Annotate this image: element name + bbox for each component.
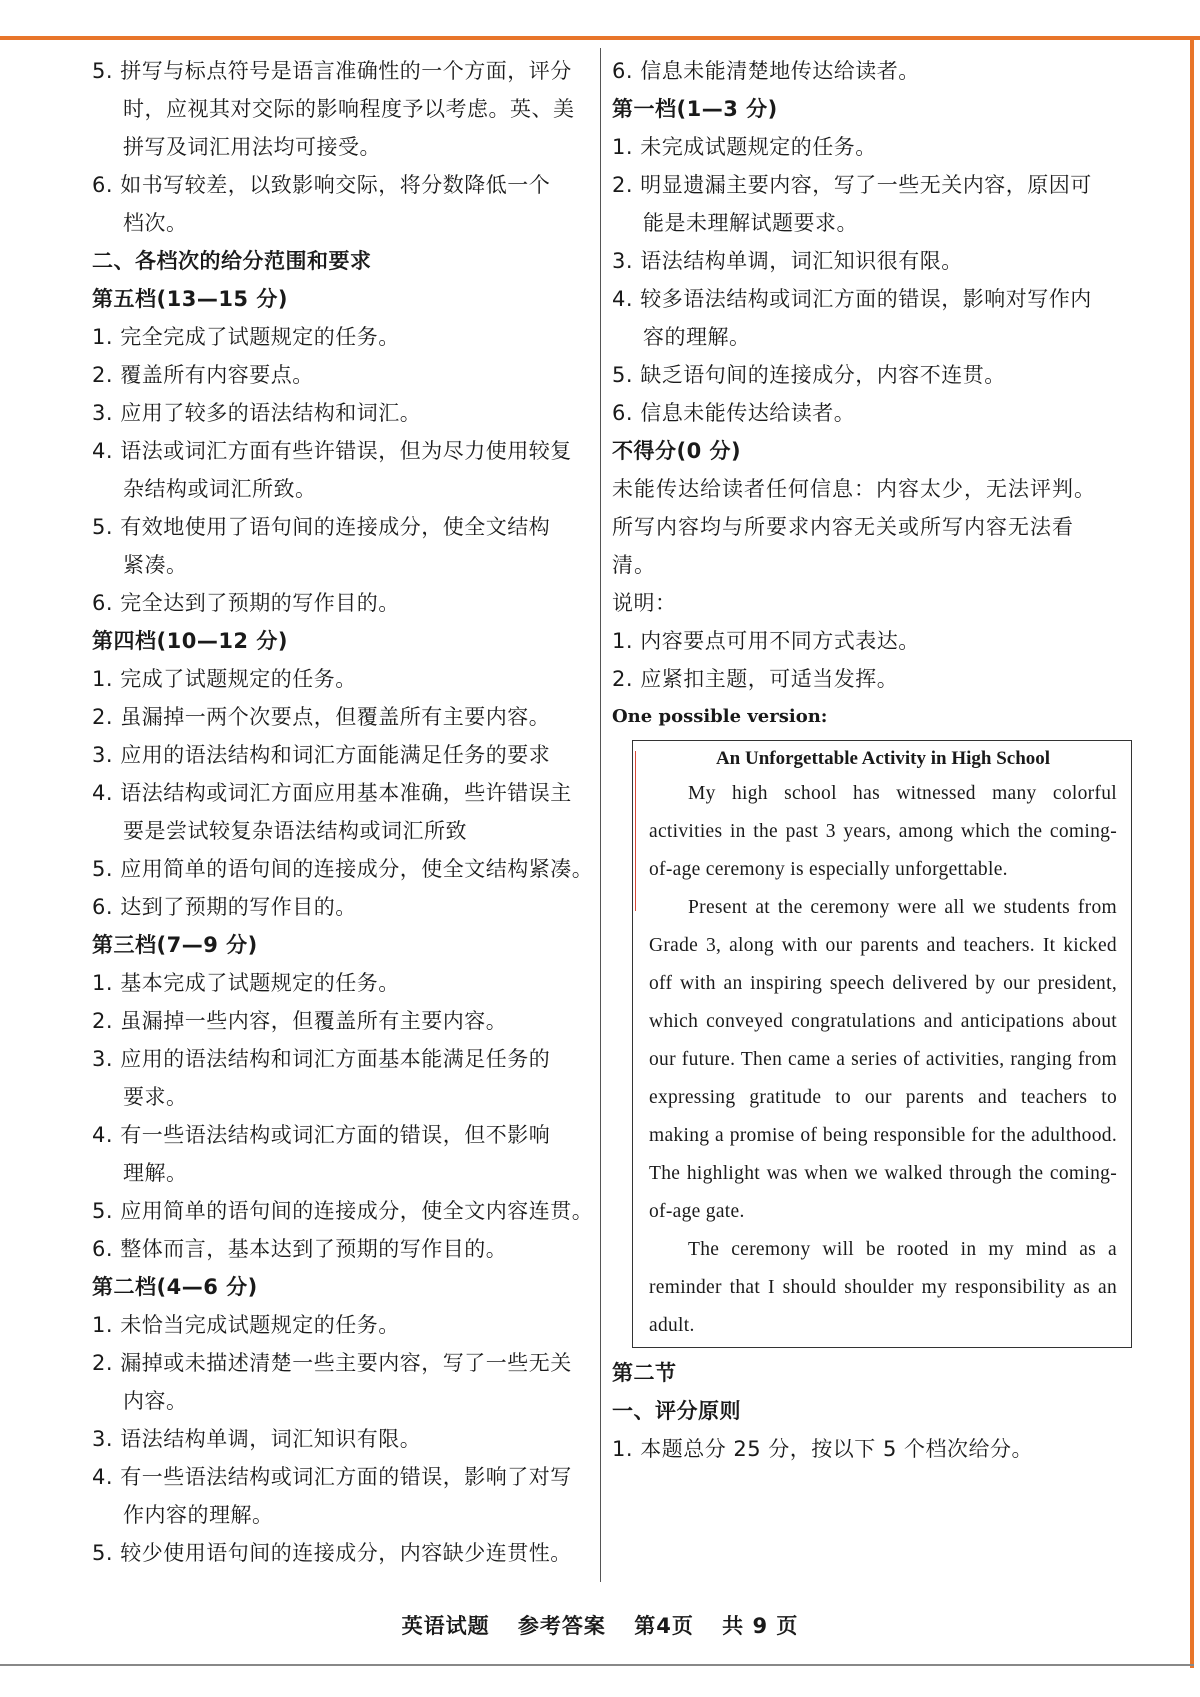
text-line: 3. 语法结构单调，词汇知识有限。 <box>92 1427 422 1451</box>
text-line: 2. 漏掉或未描述清楚一些主要内容，写了一些无关 <box>92 1351 572 1375</box>
text-line: 2. 应紧扣主题，可适当发挥。 <box>612 667 899 691</box>
page-footer <box>0 1610 1200 1640</box>
text-line: 拼写及词汇用法均可接受。 <box>123 135 381 159</box>
text-line: 1. 基本完成了试题规定的任务。 <box>92 971 400 995</box>
notes-section <box>612 584 1110 698</box>
text-line: 5. 较少使用语句间的连接成分，内容缺少连贯性。 <box>92 1541 572 1565</box>
text-line: 6. 完全达到了预期的写作目的。 <box>92 591 400 615</box>
section-heading: 第一档(1—3 分) <box>612 97 778 121</box>
footer-subject: 英语试题 <box>401 1614 490 1638</box>
footer-page-number: 第4页 <box>634 1614 694 1638</box>
text-line: 1. 本题总分 25 分，按以下 5 个档次给分。 <box>612 1437 1033 1461</box>
section-heading: 一、评分原则 <box>612 1399 741 1423</box>
footer-doc-type: 参考答案 <box>517 1614 606 1638</box>
section-heading: 第二档(4—6 分) <box>92 1275 258 1299</box>
text-line: 5. 拼写与标点符号是语言准确性的一个方面，评分 <box>92 59 572 83</box>
text-line: 说明： <box>612 591 677 615</box>
text-line: 5. 应用简单的语句间的连接成分，使全文结构紧凑。 <box>92 857 594 881</box>
text-line: 3. 应用的语法结构和词汇方面基本能满足任务的 <box>92 1047 551 1071</box>
text-line: 能是未理解试题要求。 <box>643 211 858 235</box>
text-line: 4. 语法结构或词汇方面应用基本准确，些许错误主 <box>92 781 572 805</box>
text-line: 4. 有一些语法结构或词汇方面的错误，影响了对写 <box>92 1465 572 1489</box>
text-line: 6. 如书写较差，以致影响交际，将分数降低一个 <box>92 173 551 197</box>
text-line: 1. 未恰当完成试题规定的任务。 <box>92 1313 400 1337</box>
text-line: 2. 明显遗漏主要内容，写了一些无关内容，原因可 <box>612 173 1092 197</box>
left-column <box>92 52 592 1572</box>
text-line: 4. 较多语法结构或词汇方面的错误，影响对写作内 <box>612 287 1092 311</box>
text-line: 2. 虽漏掉一些内容，但覆盖所有主要内容。 <box>92 1009 508 1033</box>
text-line: 要是尝试较复杂语法结构或词汇所致 <box>123 819 467 843</box>
footer-total-pages: 共 9 页 <box>722 1614 799 1638</box>
text-line: 6. 达到了预期的写作目的。 <box>92 895 357 919</box>
page-frame-top <box>0 36 1200 40</box>
column-divider <box>600 48 601 1582</box>
text-line: 1. 未完成试题规定的任务。 <box>612 135 877 159</box>
section-heading: 第五档(13—15 分) <box>92 287 288 311</box>
section-heading: 第三档(7—9 分) <box>92 933 258 957</box>
text-line: 5. 有效地使用了语句间的连接成分，使全文结构 <box>92 515 551 539</box>
text-line: 3. 语法结构单调，词汇知识很有限。 <box>612 249 963 273</box>
essay-paragraph: My high school has witnessed many colorful activities in the past 3 years, among which the coming-of-age ceremony is especially unforgettable. <box>649 783 1117 880</box>
right-column-rubric <box>612 52 1110 470</box>
text-line: 要求。 <box>123 1085 188 1109</box>
section-heading: 第四档(10—12 分) <box>92 629 288 653</box>
margin-mark <box>635 751 636 911</box>
text-line: 2. 覆盖所有内容要点。 <box>92 363 314 387</box>
essay-title: An Unforgettable Activity in High School <box>715 748 1051 769</box>
text-line: 杂结构或词汇所致。 <box>123 477 317 501</box>
text-line: 紧凑。 <box>123 553 188 577</box>
section-heading: 第二节 <box>612 1361 677 1385</box>
text-line: 档次。 <box>123 211 188 235</box>
text-line: 1. 完全完成了试题规定的任务。 <box>92 325 400 349</box>
text-line: 6. 整体而言，基本达到了预期的写作目的。 <box>92 1237 508 1261</box>
right-column <box>612 52 1117 1468</box>
text-line: 1. 内容要点可用不同方式表达。 <box>612 629 920 653</box>
text-line: 理解。 <box>123 1161 188 1185</box>
text-line: 5. 应用简单的语句间的连接成分，使全文内容连贯。 <box>92 1199 594 1223</box>
page-frame-bottom <box>0 1664 1194 1666</box>
text-line: 3. 应用的语法结构和词汇方面能满足任务的要求 <box>92 743 551 767</box>
text-line: 6. 信息未能清楚地传达给读者。 <box>612 59 920 83</box>
text-line: 4. 语法或词汇方面有些许错误，但为尽力使用较复 <box>92 439 572 463</box>
text-line: 2. 虽漏掉一两个次要点，但覆盖所有主要内容。 <box>92 705 551 729</box>
text-line: 6. 信息未能传达给读者。 <box>612 401 856 425</box>
zero-score-description: 未能传达给读者任何信息：内容太少，无法评判。所写内容均与所要求内容无关或所写内容无法看清。 <box>612 477 1096 577</box>
text-line: 1. 完成了试题规定的任务。 <box>92 667 357 691</box>
essay-paragraph: Present at the ceremony were all we students from Grade 3, along with our parents and teachers. It kicked off with an inspiring speech delivered by our president, which conveyed congratulations and anticipations about our future. Then came a series of activities, ranging from expressing gratitude to our parents and teachers to making a promise of being responsible for the adulthood. The highlight was when we walked through the coming-of-age gate. <box>649 897 1117 1222</box>
section-heading: 二、各档次的给分范围和要求 <box>92 249 372 273</box>
text-line: 时，应视其对交际的影响程度予以考虑。英、美 <box>123 97 575 121</box>
text-line: 4. 有一些语法结构或词汇方面的错误，但不影响 <box>92 1123 551 1147</box>
essay-paragraph: The ceremony will be rooted in my mind as a reminder that I should shoulder my responsibility as an adult. <box>649 1239 1117 1336</box>
text-line: 5. 缺乏语句间的连接成分，内容不连贯。 <box>612 363 1006 387</box>
text-line: 作内容的理解。 <box>123 1503 274 1527</box>
section-heading: 不得分(0 分) <box>612 439 742 463</box>
text-line: 容的理解。 <box>643 325 751 349</box>
text-line: 内容。 <box>123 1389 188 1413</box>
text-line: 3. 应用了较多的语法结构和词汇。 <box>92 401 422 425</box>
section-two-rubric <box>612 1354 1110 1468</box>
version-label: One possible version: <box>612 706 828 727</box>
sample-essay-box <box>632 740 1132 1348</box>
page-frame-right <box>1190 36 1194 1668</box>
